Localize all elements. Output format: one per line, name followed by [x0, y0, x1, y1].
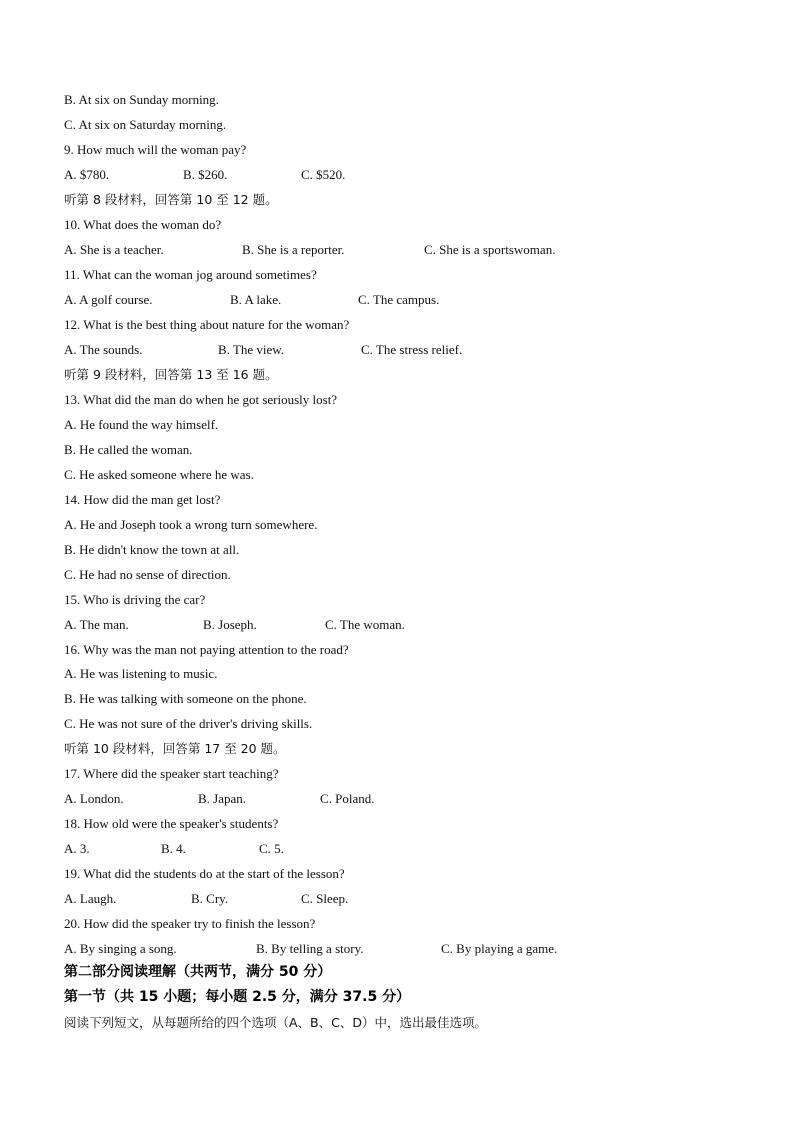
- section-1-heading: 第一节（共 15 小题；每小题 2.5 分，满分 37.5 分）: [64, 989, 411, 1005]
- question-11: 11. What can the woman jog around sometimes?: [64, 267, 317, 282]
- q17-option-a: A. London.: [64, 791, 124, 806]
- q14-option-a: A. He and Joseph took a wrong turn somewhere.: [64, 517, 318, 532]
- reading-instruction: 阅读下列短文，从每题所给的四个选项（A、B、C、D）中，选出最佳选项。: [64, 1015, 487, 1030]
- question-10: 10. What does the woman do?: [64, 217, 222, 232]
- q18-option-b: B. 4.: [161, 841, 186, 856]
- q16-option-b: B. He was talking with someone on the phone.: [64, 691, 307, 706]
- q19-option-b: B. Cry.: [191, 891, 229, 906]
- q10-option-a: A. She is a teacher.: [64, 242, 164, 257]
- q15-option-b: B. Joseph.: [203, 617, 257, 632]
- q19-option-c: C. Sleep.: [301, 891, 349, 906]
- q20-option-c: C. By playing a game.: [441, 941, 558, 956]
- q18-option-c: C. 5.: [259, 841, 284, 856]
- q15-option-a: A. The man.: [64, 617, 129, 632]
- q8-option-c: C. At six on Saturday morning.: [64, 117, 227, 132]
- question-17: 17. Where did the speaker start teaching?: [64, 766, 279, 781]
- q17-option-b: B. Japan.: [198, 791, 247, 806]
- question-15: 15. Who is driving the car?: [64, 592, 206, 607]
- section-8-instruction: 听第 8 段材料，回答第 10 至 12 题。: [64, 192, 278, 207]
- q16-option-a: A. He was listening to music.: [64, 666, 218, 681]
- q12-option-b: B. The view.: [218, 342, 285, 357]
- q20-option-b: B. By telling a story.: [256, 941, 364, 956]
- q9-option-a: A. $780.: [64, 167, 110, 182]
- q9-option-b: B. $260.: [183, 167, 228, 182]
- question-19: 19. What did the students do at the start of the lesson?: [64, 866, 345, 881]
- q11-option-c: C. The campus.: [358, 292, 440, 307]
- section-9-instruction: 听第 9 段材料，回答第 13 至 16 题。: [64, 367, 278, 382]
- question-18: 18. How old were the speaker's students?: [64, 816, 279, 831]
- part-2-heading: 第二部分阅读理解（共两节，满分 50 分）: [64, 964, 332, 980]
- q20-option-a: A. By singing a song.: [64, 941, 177, 956]
- q10-option-b: B. She is a reporter.: [242, 242, 345, 257]
- q12-option-a: A. The sounds.: [64, 342, 143, 357]
- q8-option-b: B. At six on Sunday morning.: [64, 92, 219, 107]
- question-20: 20. How did the speaker try to finish the lesson?: [64, 916, 316, 931]
- q14-option-c: C. He had no sense of direction.: [64, 567, 231, 582]
- question-9: 9. How much will the woman pay?: [64, 142, 247, 157]
- question-16: 16. Why was the man not paying attention to the road?: [64, 642, 349, 657]
- question-12: 12. What is the best thing about nature for the woman?: [64, 317, 350, 332]
- q15-option-c: C. The woman.: [325, 617, 405, 632]
- question-14: 14. How did the man get lost?: [64, 492, 221, 507]
- q18-option-a: A. 3.: [64, 841, 90, 856]
- q14-option-b: B. He didn't know the town at all.: [64, 542, 240, 557]
- q11-option-b: B. A lake.: [230, 292, 282, 307]
- q19-option-a: A. Laugh.: [64, 891, 117, 906]
- question-13: 13. What did the man do when he got seriously lost?: [64, 392, 338, 407]
- q11-option-a: A. A golf course.: [64, 292, 153, 307]
- q13-option-b: B. He called the woman.: [64, 442, 193, 457]
- q17-option-c: C. Poland.: [320, 791, 375, 806]
- q13-option-a: A. He found the way himself.: [64, 417, 219, 432]
- q9-option-c: C. $520.: [301, 167, 346, 182]
- q16-option-c: C. He was not sure of the driver's driving skills.: [64, 716, 313, 731]
- section-10-instruction: 听第 10 段材料，回答第 17 至 20 题。: [64, 741, 286, 756]
- q12-option-c: C. The stress relief.: [361, 342, 463, 357]
- q13-option-c: C. He asked someone where he was.: [64, 467, 254, 482]
- q10-option-c: C. She is a sportswoman.: [424, 242, 556, 257]
